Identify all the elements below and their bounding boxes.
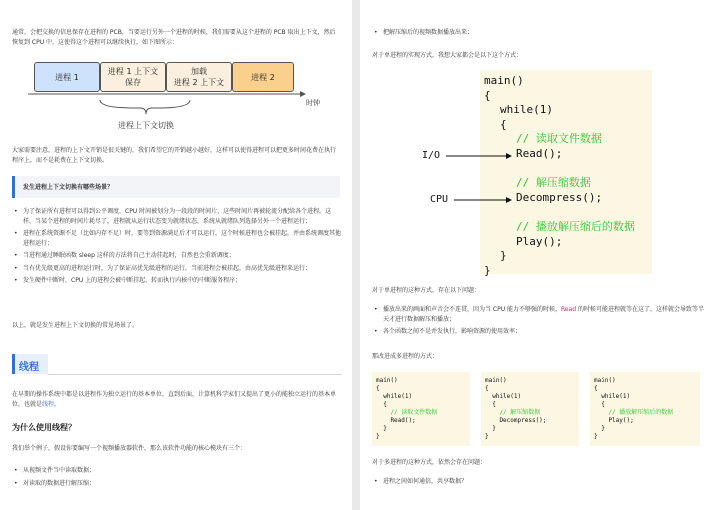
code-line: main() xyxy=(484,74,524,87)
para-example: 我们举个例子，假设你要编写一个视频播放器软件，那么该软件功能的核心模块有三个： xyxy=(12,445,247,452)
code-line: Play(); xyxy=(594,417,634,424)
code-line: main() xyxy=(376,377,398,384)
last-bullet-list xyxy=(372,477,702,490)
code-line: } xyxy=(594,433,598,440)
code-line: while(1) xyxy=(485,393,522,400)
problem-item: • 各个函数之间不是并发执行，影响资源的使用效率； xyxy=(372,327,706,337)
section-divider xyxy=(48,374,342,375)
last-bullet: • 进程之间如何通信，共享数据？ xyxy=(372,477,702,487)
modules-list xyxy=(12,466,342,491)
process-code-block-2 xyxy=(481,372,579,446)
callout-text: 发生进程上下文切换有哪些场景？ xyxy=(23,184,114,191)
code-line: } xyxy=(376,425,387,432)
para-summary: 以上，就是发生进程上下文切换的常见场景了。 xyxy=(12,322,139,329)
code-line: main() xyxy=(485,377,507,384)
code-comment: // 解压缩数据 xyxy=(516,176,591,190)
box-load-context: 加载 进程 2 上下文 xyxy=(166,62,232,92)
code-line: { xyxy=(594,385,598,392)
scenario-item: • 发生硬件中断时，CPU 上的进程会被中断挂起，转而执行内核中的中断服务程序； xyxy=(12,276,342,286)
thread-intro-end: 。 xyxy=(54,401,61,408)
code-line: { xyxy=(500,117,507,131)
para-thread-intro xyxy=(12,390,340,410)
code-line: Play(); xyxy=(516,234,563,248)
code-line: } xyxy=(594,425,605,432)
code-line: } xyxy=(376,433,380,440)
code-comment: // 解压缩数据 xyxy=(485,409,541,416)
code-line: Read(); xyxy=(516,147,563,160)
code-line: } xyxy=(485,425,496,432)
top-bullet: • 把解压缩后的视频数据播放出来； xyxy=(372,28,702,38)
intro-paragraph: 通常，会把交换的信息保存在进程的 PCB，当要运行另外一个进程的时候，我们需要从这个进程的 PCB 取出上下文，然后恢复到 CPU 中，这使得这个进程可以继续执行，如下图所示： xyxy=(12,29,336,46)
process-code-block-3 xyxy=(590,372,700,446)
para-multi-process: 那改进成多进程的方式： xyxy=(372,353,439,360)
code-line: { xyxy=(376,401,387,408)
code-comment: // 播放解压缩后的数据 xyxy=(594,409,674,416)
context-switch-diagram xyxy=(0,54,352,134)
switch-scenarios-list xyxy=(12,207,342,289)
para-problems: 对于单进程的这种方式，存在以下问题： xyxy=(372,287,481,294)
section-title-box xyxy=(12,354,48,374)
para-context-cost: 大家需要注意，进程的上下文开销是很关键的，我们希望它的开销越小越好，这样可以使得进程可以把更多时间花费在执行程序上，而不是耗费在上下文切换。 xyxy=(12,147,337,164)
code-line: Decompress(); xyxy=(516,190,603,204)
code-line: { xyxy=(485,385,489,392)
code-line: } xyxy=(500,249,507,263)
axis-label: 时钟 xyxy=(306,99,320,107)
problem-text-b: 的时候可能进程就等在这了，这样就会导致等半天才进行数据解压和播放； xyxy=(383,306,705,323)
thread-link[interactable]: 线程 xyxy=(42,401,55,408)
code-line: main() xyxy=(594,377,616,384)
module-item: • 从视频文件当中读取数据； xyxy=(12,466,342,476)
module-item: • 对读取的数据进行解压缩； xyxy=(12,479,342,489)
code-comment: // 播放解压缩后的数据 xyxy=(516,220,635,233)
subheading: 为什么使用线程？ xyxy=(12,423,76,432)
code-line: } xyxy=(485,433,489,440)
code-line: { xyxy=(376,385,380,392)
cpu-label: CPU xyxy=(430,194,449,205)
scenario-item: • 当进程通过睡眠函数 sleep 这样的方法将自己主动挂起时，自然也会重新调度； xyxy=(12,251,342,261)
thread-intro-text: 在早期的操作系统中都是以进程作为独立运行的基本单位，直到后面，计算机科学家们又提出了更小的能独立运行的基本单位，也就是 xyxy=(12,391,337,408)
callout-box xyxy=(12,176,340,198)
process-code-block-1 xyxy=(372,372,470,446)
code-line: while(1) xyxy=(500,103,553,117)
label-arrows xyxy=(360,0,720,280)
scenario-item: • 当有优先级更高的进程运行时，为了保证高优先级进程的运行，当前进程会被挂起，由高优先级进程来运行； xyxy=(12,264,342,274)
left-page xyxy=(0,0,352,510)
problem-text-a: 播放出来的画面和声音会不连贯，因为当 CPU 能力不够强的时候， xyxy=(383,306,562,313)
code-line: { xyxy=(484,88,491,102)
section-title: 线程 xyxy=(19,362,39,373)
scenario-item: • 进程在系统资源不足（比如内存不足）时，要等到资源满足后才可以运行，这个时候进程也会被挂起，并由系统调度其他进程运行； xyxy=(12,229,342,248)
code-line: { xyxy=(485,401,496,408)
right-page xyxy=(360,0,720,510)
code-line: while(1) xyxy=(376,393,413,400)
para-single-process: 对于单进程的实现方式，我想大家都会是以下这个方式： xyxy=(372,52,523,59)
problem-item xyxy=(372,305,706,324)
box-save-context: 进程 1 上下文 保存 xyxy=(100,62,166,92)
box-process-1: 进程 1 xyxy=(34,62,100,92)
brace-label: 进程上下文切换 xyxy=(118,121,174,130)
io-label: I/O xyxy=(422,150,441,161)
code-line: while(1) xyxy=(594,393,631,400)
read-highlight: Read xyxy=(561,306,577,313)
code-comment: // 读取文件数据 xyxy=(376,409,438,416)
code-line: } xyxy=(484,263,491,277)
problems-list xyxy=(372,305,706,340)
code-comment: // 读取文件数据 xyxy=(516,132,602,146)
para-multi-problems: 对于多进程的这种方式，依然会存在问题： xyxy=(372,459,487,466)
box-process-2: 进程 2 xyxy=(232,62,294,92)
scenario-item: • 为了保证所有进程可以得到公平调度，CPU 时间被划分为一段段的时间片，这些时间片再被轮流分配给各个进程。这样，当某个进程的时间片耗尽了，进程就从运行状态变为就绪状态，系统从就绪队列选择另外一个进程运行； xyxy=(12,207,342,226)
code-line: { xyxy=(594,401,605,408)
code-line: Read(); xyxy=(376,417,416,424)
code-line: Decompress(); xyxy=(485,417,547,424)
